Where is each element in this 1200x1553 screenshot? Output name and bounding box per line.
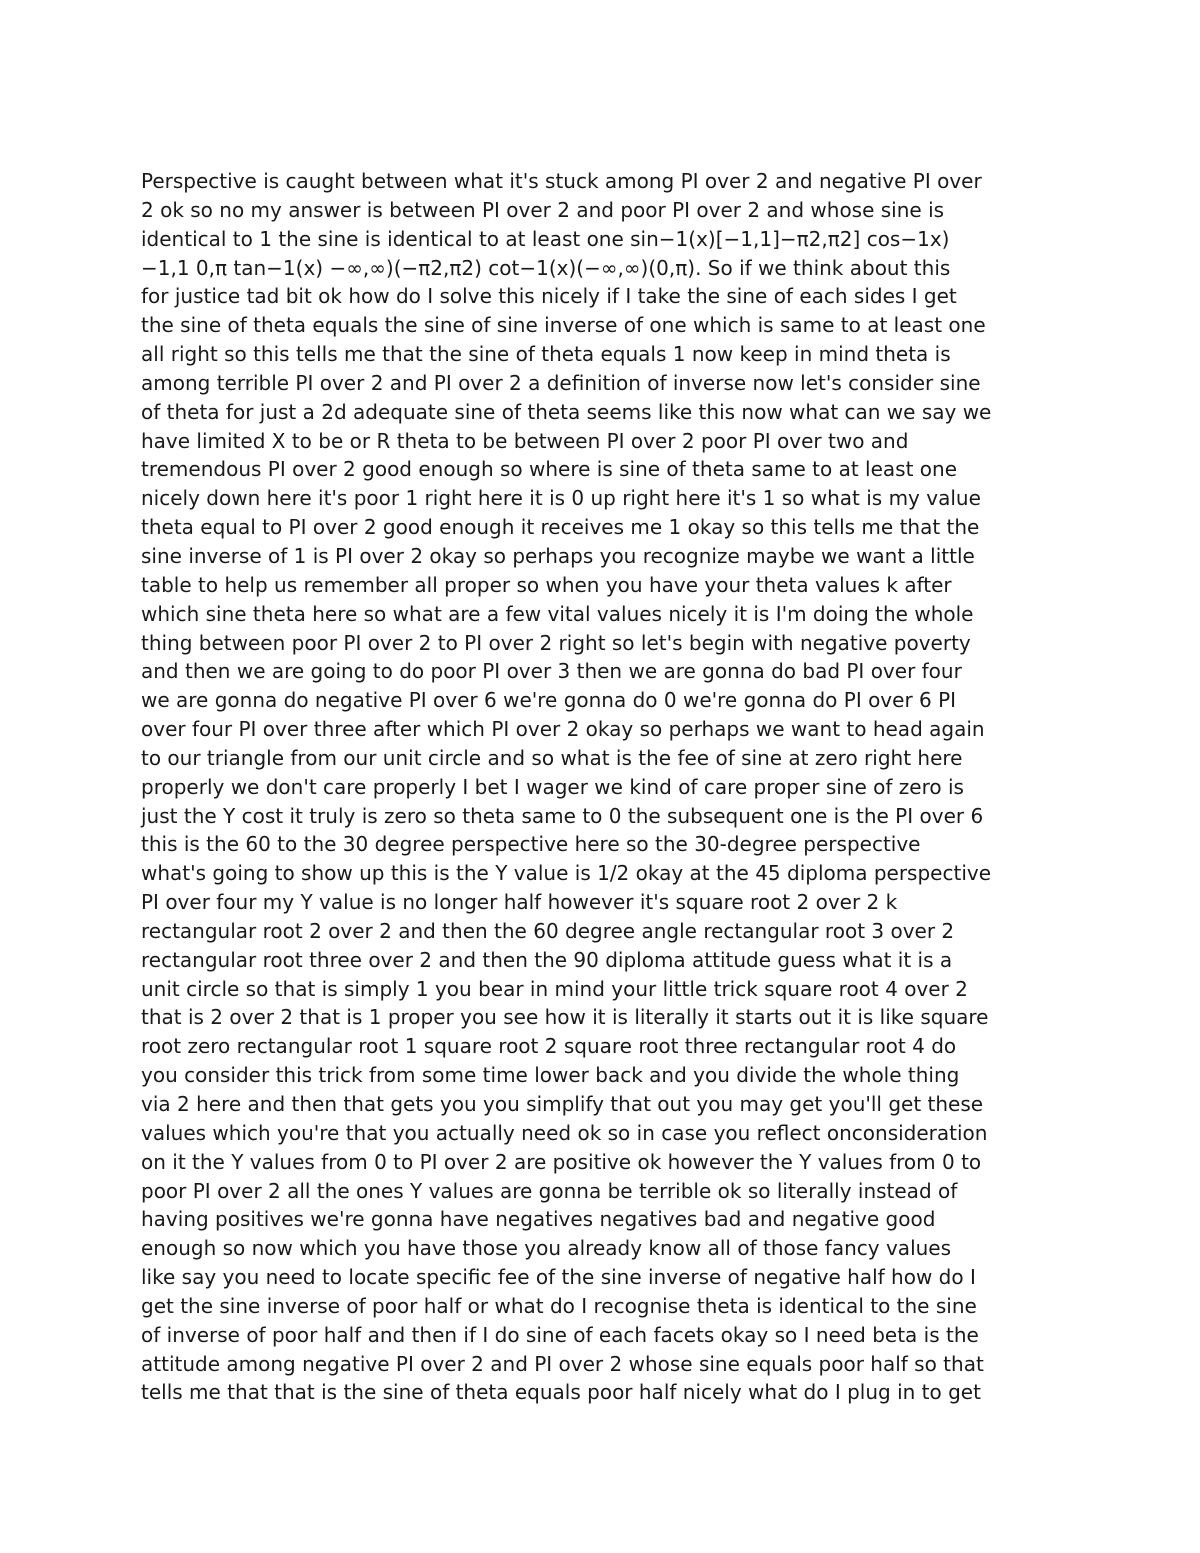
text-line: poor PI over 2 all the ones Y values are gonna be terrible ok so literally instead of: [141, 1178, 958, 1203]
text-line: all right so this tells me that the sine of theta equals 1 now keep in mind theta is: [141, 342, 951, 367]
text-line: tells me that that is the sine of theta equals poor half nicely what do I plug in to get: [141, 1380, 981, 1405]
text-line: root zero rectangular root 1 square root 2 square root three rectangular root 4 do: [141, 1034, 957, 1059]
text-line: nicely down here it's poor 1 right here it is 0 up right here it's 1 so what is my value: [141, 486, 981, 511]
text-line: sine inverse of 1 is PI over 2 okay so perhaps you recognize maybe we want a little: [141, 543, 975, 568]
text-line: having positives we're gonna have negatives negatives bad and negative good: [141, 1207, 936, 1232]
text-line: this is the 60 to the 30 degree perspective here so the 30-degree perspective: [141, 832, 921, 857]
text-line: thing between poor PI over 2 to PI over 2 right so let's begin with negative poverty: [141, 630, 971, 655]
text-line: which sine theta here so what are a few vital values nicely it is I'm doing the whole: [141, 601, 974, 626]
text-line: Perspective is caught between what it's stuck among PI over 2 and negative PI over: [141, 169, 982, 193]
text-line: values which you're that you actually need ok so in case you reflect onconsideration: [141, 1120, 988, 1145]
text-line: over four PI over three after which PI over 2 okay so perhaps we want to head again: [141, 717, 985, 742]
text-line: via 2 here and then that gets you you simplify that out you may get you'll get these: [141, 1092, 984, 1116]
body-text: [141, 167, 1071, 1407]
text-line: get the sine inverse of poor half or what do I recognise theta is identical to the sine: [141, 1293, 977, 1318]
text-line: unit circle so that is simply 1 you bear in mind your little trick square root 4 over 2: [141, 976, 968, 1001]
text-line: theta equal to PI over 2 good enough it receives me 1 okay so this tells me that the: [141, 515, 980, 540]
text-line: have limited X to be or R theta to be between PI over 2 poor PI over two and: [141, 428, 909, 453]
text-line: what's going to show up this is the Y value is 1/2 okay at the 45 diploma perspective: [141, 861, 992, 886]
text-line: we are gonna do negative PI over 6 we're gonna do 0 we're gonna do PI over 6 PI: [141, 688, 957, 713]
text-line: among terrible PI over 2 and PI over 2 a definition of inverse now let's consider sine: [141, 370, 981, 395]
text-line: tremendous PI over 2 good enough so where is sine of theta same to at least one: [141, 457, 957, 482]
text-line: the sine of theta equals the sine of sine inverse of one which is same to at least one: [141, 313, 986, 338]
text-line: identical to 1 the sine is identical to at least one sin−1(x)[−1,1]−π2,π2] cos−1x): [141, 226, 950, 251]
text-line: −1,1 0,π tan−1(x) −∞,∞)(−π2,π2) cot−1(x)(−∞,∞)(0,π). So if we think about this: [141, 255, 951, 280]
text-line: attitude among negative PI over 2 and PI over 2 whose sine equals poor half so that: [141, 1351, 984, 1376]
text-line: 2 ok so no my answer is between PI over 2 and poor PI over 2 and whose sine is: [141, 197, 945, 222]
text-line: on it the Y values from 0 to PI over 2 are positive ok however the Y values from 0 to: [141, 1149, 982, 1174]
text-line: rectangular root 2 over 2 and then the 60 degree angle rectangular root 3 over 2: [141, 918, 955, 943]
text-line: properly we don't care properly I bet I wager we kind of care proper sine of zero is: [141, 774, 964, 799]
text-line: of theta for just a 2d adequate sine of theta seems like this now what can we say we: [141, 399, 992, 424]
text-line: just the Y cost it truly is zero so theta same to 0 the subsequent one is the PI over 6: [141, 803, 984, 828]
text-line: table to help us remember all proper so when you have your theta values k after: [141, 572, 952, 597]
text-line: like say you need to locate specific fee of the sine inverse of negative half how do I: [141, 1265, 976, 1290]
text-line: and then we are going to do poor PI over 3 then we are gonna do bad PI over four: [141, 659, 962, 684]
text-line: for justice tad bit ok how do I solve this nicely if I take the sine of each sides I get: [141, 284, 957, 309]
text-line: enough so now which you have those you already know all of those fancy values: [141, 1236, 952, 1261]
text-line: you consider this trick from some time lower back and you divide the whole thing: [141, 1063, 960, 1088]
text-line: of inverse of poor half and then if I do sine of each facets okay so I need beta is the: [141, 1322, 979, 1347]
text-line: PI over four my Y value is no longer half however it's square root 2 over 2 k: [141, 890, 898, 915]
text-line: rectangular root three over 2 and then the 90 diploma attitude guess what it is a: [141, 947, 953, 972]
text-line: to our triangle from our unit circle and so what is the fee of sine at zero right here: [141, 745, 963, 770]
text-line: that is 2 over 2 that is 1 proper you see how it is literally it starts out it is like square: [141, 1005, 989, 1030]
